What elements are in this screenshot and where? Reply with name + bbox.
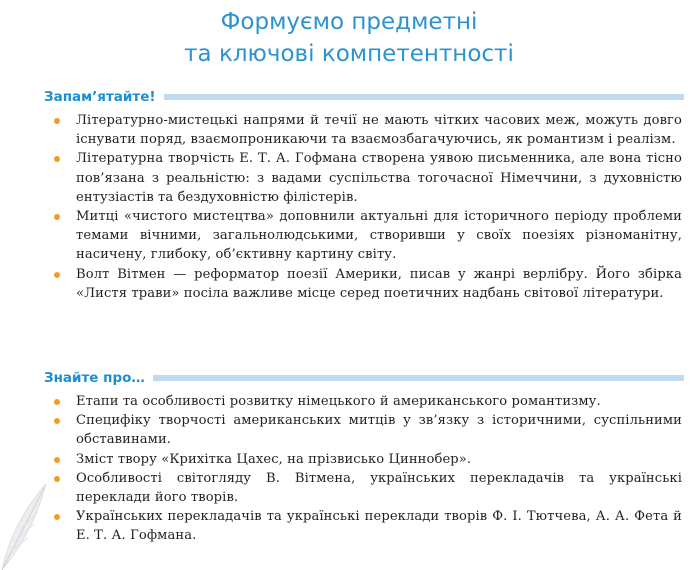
list-item-text: Митці «чистого мистецтва» доповнили актуальні для історичного періоду проблеми темами вічними, загальнолюдськими, створивши у своїх поезіях різноманітну, насичену, глибоку, об’єктивну картину світу.	[76, 209, 682, 263]
remember-heading: Запам’ятайте!	[44, 89, 156, 105]
list-item	[54, 207, 682, 265]
list-item	[54, 111, 682, 149]
list-item	[54, 411, 682, 449]
list-item-text: Етапи та особливості розвитку німецького й американського романтизму.	[76, 394, 601, 409]
list-item-text: Літературно-мистецькі напрями й течії не мають чітких часових меж, можуть довго існувати поряд, взаємопроникаючи та взаємозбагачуючись, як романтизм і реалізм.	[76, 113, 682, 148]
bullet-icon	[54, 272, 60, 278]
bullet-icon	[54, 399, 60, 405]
know-about-heading-rule	[153, 375, 684, 381]
remember-list	[54, 111, 682, 303]
know-about-list	[54, 392, 682, 546]
list-item-text: Літературна творчість Е. Т. А. Гофмана створена уявою письменника, але вона тісно пов’язана з реальністю: з вадами суспільства тогочасної Німеччини, з духовністю ентузіастів та бездуховністю філістерів.	[76, 151, 682, 205]
remember-section-header	[44, 87, 684, 107]
bullet-icon	[54, 457, 60, 463]
page-title-line-2: та ключові компетентності	[184, 41, 514, 67]
list-item	[54, 507, 682, 545]
list-item	[54, 450, 682, 469]
feather-icon	[0, 478, 54, 570]
list-item	[54, 149, 682, 207]
list-item-text: Зміст твору «Крихітка Цахес, на прізвисько Циннобер».	[76, 451, 472, 467]
page-title-line-1: Формуємо предметні	[220, 9, 478, 35]
list-item-text: Специфіку творчості американських митців у зв’язку з історичними, суспільними обставинами.	[76, 413, 682, 448]
bullet-icon	[54, 214, 60, 220]
know-about-heading: Знайте про…	[44, 370, 145, 386]
page-title	[0, 6, 698, 70]
bullet-icon	[54, 156, 60, 162]
list-item	[54, 392, 682, 411]
know-about-section-header	[44, 368, 684, 388]
remember-heading-rule	[164, 94, 684, 100]
list-item-text: Волт Вітмен — реформатор поезії Америки, писав у жанрі верлібру. Його збірка «Листя трави» посіла важливе місце серед поетичних надбань світової літератури.	[76, 266, 682, 301]
bullet-icon	[54, 418, 60, 424]
bullet-icon	[54, 514, 60, 520]
bullet-icon	[54, 118, 60, 124]
list-item	[54, 469, 682, 507]
list-item-text: Особливості світогляду В. Вітмена, українських перекладачів та українські переклади його творів.	[76, 470, 682, 506]
list-item	[54, 265, 682, 303]
bullet-icon	[54, 476, 60, 482]
list-item-text: Українських перекладачів та українські переклади творів Ф. І. Тютчева, А. А. Фета й Е. Т. А. Гофмана.	[76, 509, 682, 544]
